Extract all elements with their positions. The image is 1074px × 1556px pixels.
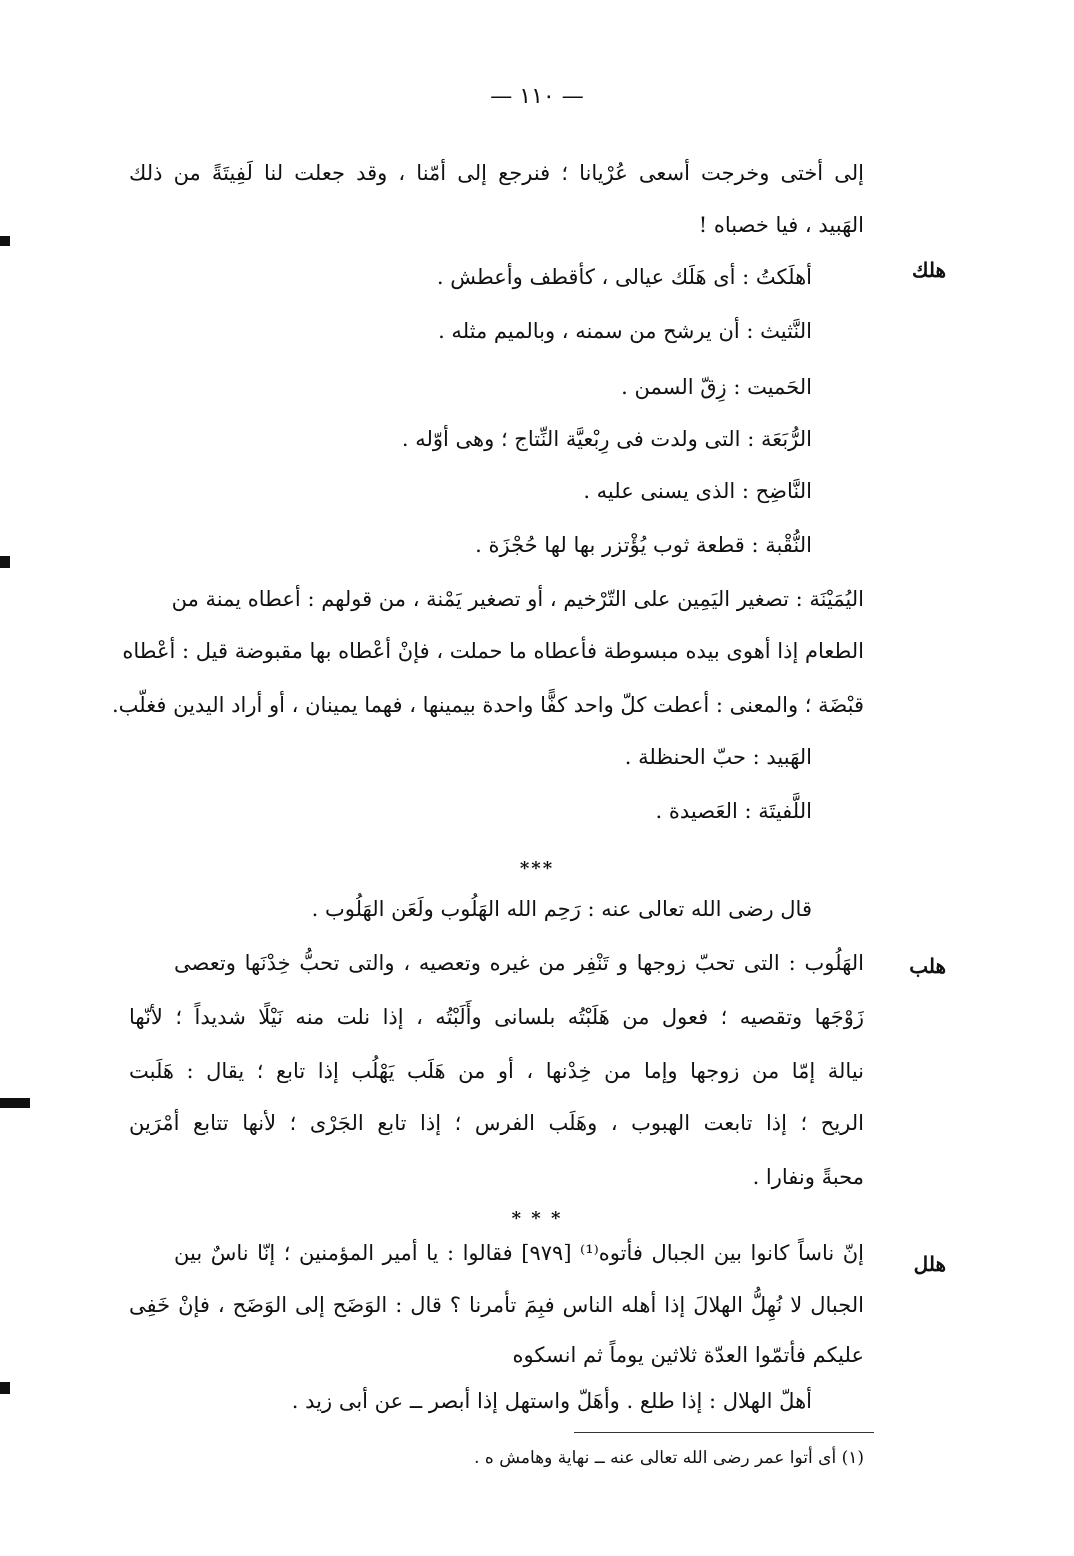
text-line: النَّثيث : أن يرشح من سمنه ، وبالميم مثله . — [438, 319, 812, 343]
margin-label-halak: هلك — [911, 258, 946, 282]
text-line: أهلّ الهلال : إذا طلع . وأهَلّ واستهل إذا أبصر ــ عن أبى زيد . — [291, 1389, 812, 1413]
text-line: الجبال لا نُهِلُّ الهلالَ إذا أهله الناس فبِمَ تأمرنا ؟ قال : الوَضَح إلى الوَضَح ، فإنْ خَفِى — [129, 1293, 864, 1317]
text-line: الرُّبَعَة : التى ولدت فى رِبْعيَّة النِّتاج ؛ وهى أوّله . — [401, 427, 812, 451]
text-line: الحَميت : زِقّ السمن . — [621, 375, 812, 399]
footnote: (١) أى أتوا عمر رضى الله تعالى عنه ــ نهاية وهامش ه . — [474, 1448, 864, 1468]
margin-label-halal: هلل — [913, 1252, 946, 1276]
text-line: عليكم فأتمّوا العدّة ثلاثين يوماً ثم انسكوه — [512, 1343, 864, 1367]
scan-edge-mark — [0, 556, 10, 568]
text-line: النُّقْبة : قطعة ثوب يُؤْتزر بها لها حُجْزَة . — [475, 533, 812, 557]
text-line: إنّ ناساً كانوا بين الجبال فأتوه⁽¹⁾ [٩٧٩] فقالوا : يا أمير المؤمنين ؛ إنّا ناسٌ بين — [174, 1241, 865, 1265]
footnote-divider — [574, 1432, 874, 1433]
text-line: الهَبيد ، فيا خصباه ! — [698, 213, 864, 237]
page-number: — ١١٠ — — [490, 84, 584, 109]
section-separator: *** — [519, 858, 555, 879]
text-line: قال رضى الله تعالى عنه : رَحِم الله الهَلُوب ولَعَن الهَلُوب . — [311, 897, 812, 921]
text-line: النَّاضِح : الذى يسنى عليه . — [583, 479, 812, 503]
text-line: إلى أختى وخرجت أسعى عُرْيانا ؛ فنرجع إلى أمّنا ، وقد جعلت لنا لَفِيتَةً من ذلك — [129, 161, 864, 185]
text-line: الطعام إذا أهوى بيده مبسوطة فأعطاه ما حملت ، فإنْ أعْطاه بها مقبوضة قيل : أعْطاه — [122, 639, 864, 663]
scan-edge-mark — [0, 236, 10, 246]
text-line: اليُمَيْنَة : تصغير اليَمِين على التّرْخيم ، أو تصغير يَمْنة ، من قولهم : أعطاه يمنة من — [171, 587, 864, 611]
text-line: الريح ؛ إذا تابعت الهبوب ، وهَلَب الفرس ؛ إذا تابع الجَرْى ؛ لأنها تتابع أمْرَين — [129, 1111, 864, 1135]
text-line: قبْضَة ؛ والمعنى : أعطت كلّ واحد كفًّا واحدة بيمينها ، فهما يمينان ، أو أراد اليدين فغلّب. — [111, 693, 864, 717]
margin-label-halab: هلب — [909, 954, 946, 978]
text-line: نيالة إمّا من زوجها وإما من خِدْنها ، أو من هَلَب يَهْلُب إذا تابع ؛ يقال : هَلَبت — [129, 1059, 864, 1083]
text-line: الهَبيد : حبّ الحنظلة . — [624, 745, 812, 769]
text-line: أهلَكتُ : أى هَلَك عيالى ، كأقطف وأعطش . — [436, 265, 812, 289]
section-separator: * * * — [511, 1208, 563, 1229]
text-line: محبةً ونفارا . — [752, 1165, 864, 1189]
scan-edge-mark — [0, 1098, 30, 1108]
scan-edge-mark — [0, 1382, 10, 1394]
text-line: اللَّفيتَة : العَصيدة . — [655, 799, 812, 823]
text-line: الهَلُوب : التى تحبّ زوجها و تَنْفِر من غيره وتعصيه ، والتى تحبُّ خِدْنَها وتعصى — [174, 951, 864, 975]
text-line: زَوْجَها وتقصيه ؛ فعول من هَلَبْتُه بلسانى وأَلَبْتُه ، إذا نلت منه نَيْلًا شديداً ؛ لأنّها — [129, 1005, 864, 1029]
